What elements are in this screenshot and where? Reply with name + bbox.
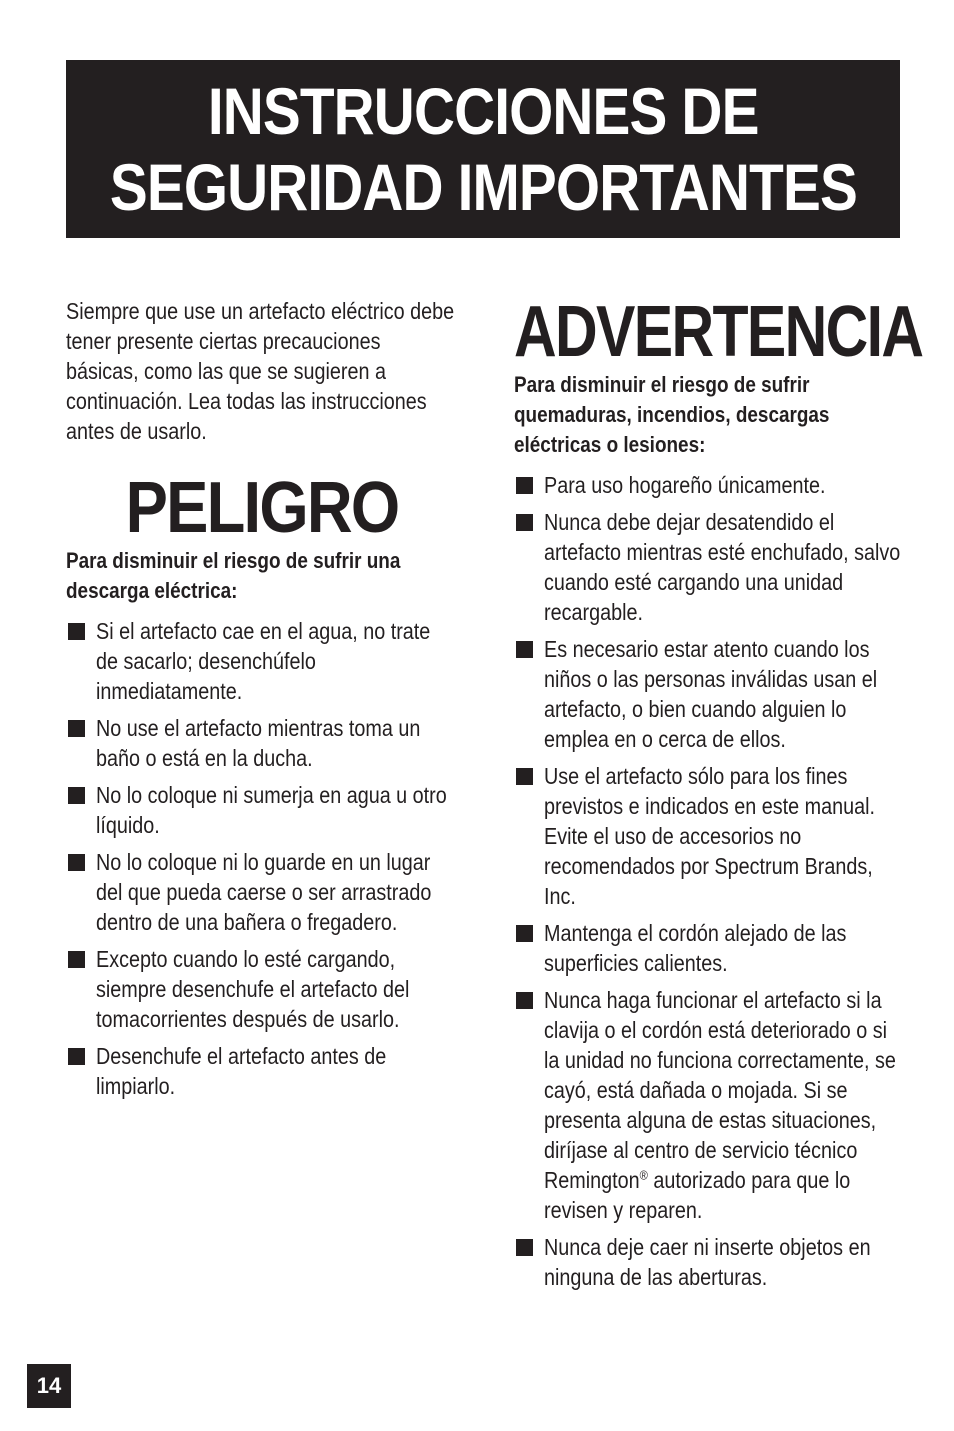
list-item: Si el artefacto cae en el agua, no trate de sacarlo; desenchúfelo inmediatamente. — [66, 616, 458, 706]
list-item: Nunca deje caer ni inserte objetos en ninguna de las aberturas. — [514, 1232, 904, 1292]
list-item: Use el artefacto sólo para los fines previstos e indicados en este manual. Evite el uso de accesorios no recomendados por Spectrum Brands, Inc. — [514, 761, 904, 911]
list-item: Mantenga el cordón alejado de las superficies calientes. — [514, 918, 904, 978]
peligro-heading: PELIGRO — [125, 468, 399, 548]
intro-paragraph: Siempre que use un artefacto eléctrico debe tener presente ciertas precauciones básicas, como las que se sugieren a continuación. Lea todas las instrucciones antes de usarlo. — [66, 298, 455, 444]
square-bullet-icon — [516, 514, 533, 531]
square-bullet-icon — [516, 477, 533, 494]
square-bullet-icon — [68, 720, 85, 737]
title-banner — [66, 60, 900, 238]
registered-mark: ® — [639, 1167, 648, 1183]
square-bullet-icon — [68, 951, 85, 968]
advertencia-lead: Para disminuir el riesgo de sufrir quemaduras, incendios, descargas eléctricas o lesiones: — [514, 372, 830, 457]
list-item: Nunca debe dejar desatendido el artefacto mientras esté enchufado, salvo cuando esté cargando una unidad recargable. — [514, 507, 904, 627]
item-text-main: Nunca haga funcionar el artefacto si la clavija o el cordón está deteriorado o si la unidad no funciona correctamente, se cayó, está dañada o mojada. Si se presenta alguna de estas situaciones, diríjase al centro de servicio técnico Remington — [544, 987, 896, 1193]
square-bullet-icon — [68, 1048, 85, 1065]
list-item: Para uso hogareño únicamente. — [514, 470, 904, 500]
list-item: Desenchufe el artefacto antes de limpiarlo. — [66, 1041, 458, 1101]
square-bullet-icon — [516, 768, 533, 785]
square-bullet-icon — [516, 992, 533, 1009]
banner-title-line-2: SEGURIDAD IMPORTANTES — [109, 150, 857, 224]
advertencia-list — [514, 470, 904, 1292]
square-bullet-icon — [516, 641, 533, 658]
page-number: 14 — [27, 1364, 71, 1408]
square-bullet-icon — [68, 854, 85, 871]
peligro-lead: Para disminuir el riesgo de sufrir una descarga eléctrica: — [66, 548, 401, 603]
square-bullet-icon — [68, 623, 85, 640]
list-item: Excepto cuando lo esté cargando, siempre desenchufe el artefacto del tomacorrientes después de usarlo. — [66, 944, 458, 1034]
list-item: No use el artefacto mientras toma un baño o está en la ducha. — [66, 713, 458, 773]
banner-title-line-1: INSTRUCCIONES DE — [207, 74, 759, 148]
list-item: No lo coloque ni lo guarde en un lugar del que pueda caerse o ser arrastrado dentro de una bañera o fregadero. — [66, 847, 458, 937]
list-item: Es necesario estar atento cuando los niños o las personas inválidas usan el artefacto, o bien cuando alguien lo emplea en o cerca de ellos. — [514, 634, 904, 754]
left-column — [66, 296, 458, 1108]
square-bullet-icon — [516, 925, 533, 942]
list-item — [514, 985, 904, 1225]
square-bullet-icon — [516, 1239, 533, 1256]
list-item: No lo coloque ni sumerja en agua u otro líquido. — [66, 780, 458, 840]
right-column — [514, 292, 923, 1299]
advertencia-heading: ADVERTENCIA — [514, 292, 923, 372]
square-bullet-icon — [68, 787, 85, 804]
item-text-tail: autorizado para que lo revisen y reparen. — [544, 1167, 851, 1223]
peligro-list — [66, 616, 458, 1101]
